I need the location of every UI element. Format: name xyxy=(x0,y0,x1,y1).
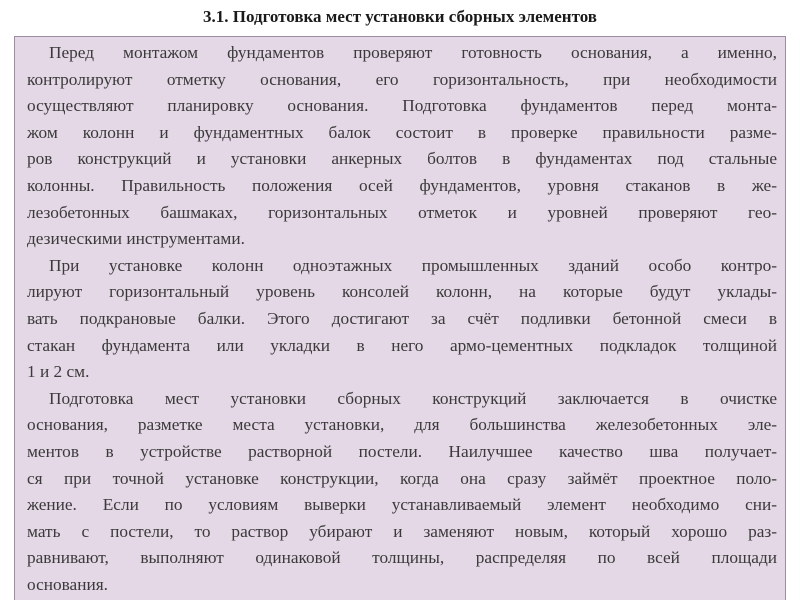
text-line: дезическими инструментами. xyxy=(27,229,245,249)
text-line: ментов в устройстве растворной постели. Наилучшее качество шва получает- xyxy=(27,441,777,461)
text-line: основания, разметке места установки, для большинства железобетонных эле- xyxy=(27,415,777,435)
text-line: жение. Если по условиям выверки устанавливаемый элемент необходимо сни- xyxy=(27,495,777,515)
paragraph-1 xyxy=(27,40,777,253)
text-line: При установке колонн одноэтажных промышленных зданий особо контро- xyxy=(49,255,777,275)
text-line: колонны. Правильность положения осей фундаментов, уровня стаканов в же- xyxy=(27,175,777,195)
text-line: жом колонн и фундаментных балок состоит в проверке правильности разме- xyxy=(27,122,777,142)
text-line: мать с постели, то раствор убирают и заменяют новым, который хорошо раз- xyxy=(27,521,777,541)
text-line: контролируют отметку основания, его горизонтальность, при необходимости xyxy=(27,69,777,89)
text-line: лируют горизонтальный уровень консолей колонн, на которые будут уклады- xyxy=(27,282,777,302)
text-line: вать подкрановые балки. Этого достигают за счёт подливки бетонной смеси в xyxy=(27,308,777,328)
text-line: лезобетонных башмаках, горизонтальных отметок и уровней проверяют гео- xyxy=(27,202,777,222)
body-text xyxy=(27,40,777,598)
text-line: Перед монтажом фундаментов проверяют готовность основания, а именно, xyxy=(49,43,777,62)
text-panel xyxy=(14,36,786,600)
text-line: равнивают, выполняют одинаковой толщины, распределяя по всей площади xyxy=(27,548,777,568)
text-line: 1 и 2 см. xyxy=(27,362,90,382)
paragraph-2 xyxy=(27,253,777,386)
text-line: ров конструкций и установки анкерных болтов в фундаментах под стальные xyxy=(27,149,777,169)
paragraph-3 xyxy=(27,386,777,599)
text-line: Подготовка мест установки сборных конструкций заключается в очистке xyxy=(49,388,777,408)
text-line: осуществляют планировку основания. Подготовка фундаментов перед монта- xyxy=(27,96,777,116)
section-title: 3.1. Подготовка мест установки сборных элементов xyxy=(202,7,597,26)
text-line: стакан фундамента или укладки в него армо-цементных подкладок толщиной xyxy=(27,335,777,355)
text-line: основания. xyxy=(27,574,108,594)
text-line: ся при точной установке конструкции, когда она сразу займёт проектное поло- xyxy=(27,468,777,488)
